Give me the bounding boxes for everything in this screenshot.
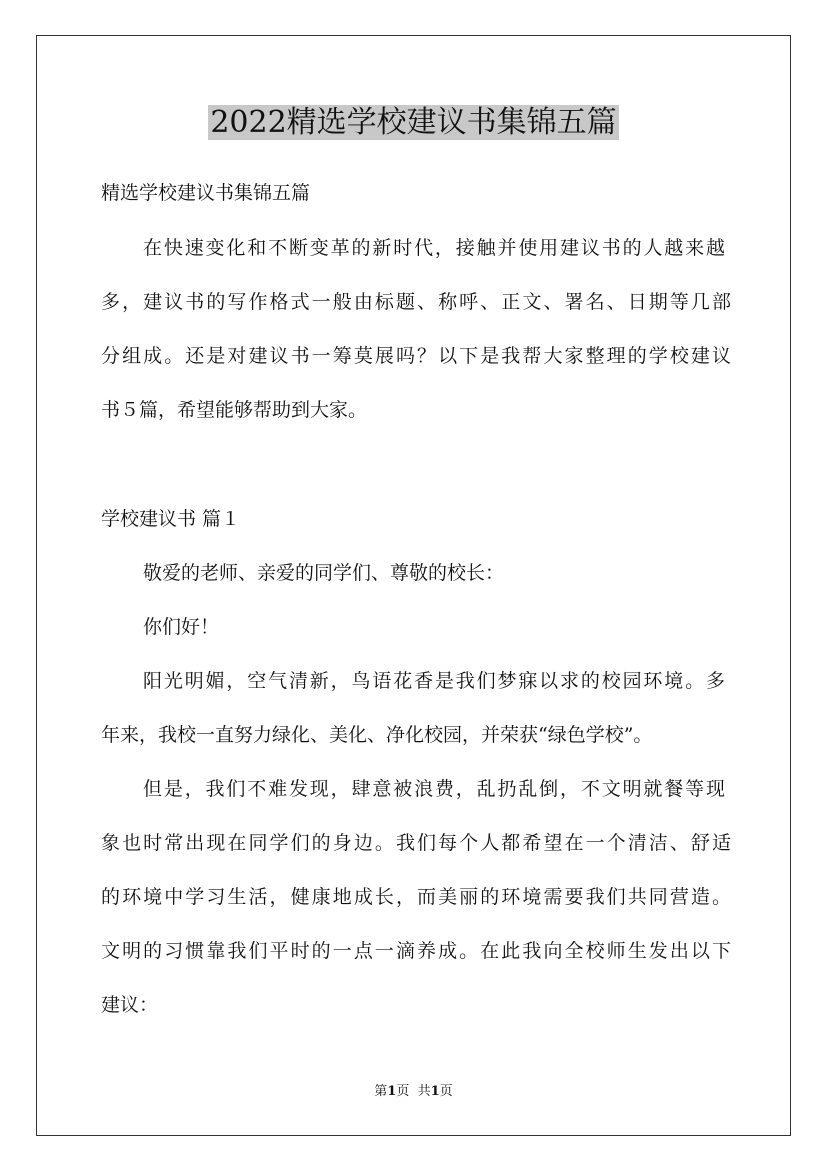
paragraph2-line-2: 象也时常出现在同学们的身边。我们每个人都希望在一个清洁、舒适: [101, 832, 731, 854]
intro-line-2: 多，建议书的写作格式一般由标题、称呼、正文、署名、日期等几部: [101, 291, 731, 313]
paragraph2-line-5: 建议：: [101, 994, 159, 1016]
intro-line-1: 在快速变化和不断变革的新时代，接触并使用建议书的人越来越: [143, 237, 725, 259]
footer-page-suffix: 页: [396, 1084, 410, 1099]
subtitle: 精选学校建议书集锦五篇: [101, 182, 311, 204]
section-heading: 学校建议书 篇１: [101, 508, 241, 530]
paragraph1-line-1: 阳光明媚，空气清新，鸟语花香是我们梦寐以求的校园环境。多: [143, 670, 725, 692]
paragraph1-line-2: 年来，我校一直努力绿化、美化、净化校园，并荣获“绿色学校”。: [101, 724, 653, 746]
footer-total-prefix: 共: [417, 1084, 431, 1099]
page-footer: [0, 1083, 827, 1101]
salutation: 敬爱的老师、亲爱的同学们、尊敬的校长：: [143, 562, 505, 584]
greeting: 你们好！: [143, 616, 220, 638]
paragraph2-line-1: 但是，我们不难发现，肆意被浪费，乱扔乱倒，不文明就餐等现: [143, 778, 725, 800]
intro-line-3: 分组成。还是对建议书一筹莫展吗？以下是我帮大家整理的学校建议: [101, 345, 731, 367]
footer-total-number: 1: [430, 1084, 440, 1099]
document-title: [0, 103, 827, 143]
footer-page-prefix: 第: [374, 1084, 388, 1099]
intro-line-4: 书５篇，希望能够帮助到大家。: [101, 399, 368, 421]
document-title-text: 2022精选学校建议书集锦五篇: [210, 105, 617, 140]
paragraph2-line-3: 的环境中学习生活，健康地成长，而美丽的环境需要我们共同营造。: [101, 886, 731, 908]
footer-total-suffix: 页: [439, 1084, 453, 1099]
footer-page-number: 1: [387, 1084, 397, 1099]
paragraph2-line-4: 文明的习惯靠我们平时的一点一滴养成。在此我向全校师生发出以下: [101, 940, 731, 962]
